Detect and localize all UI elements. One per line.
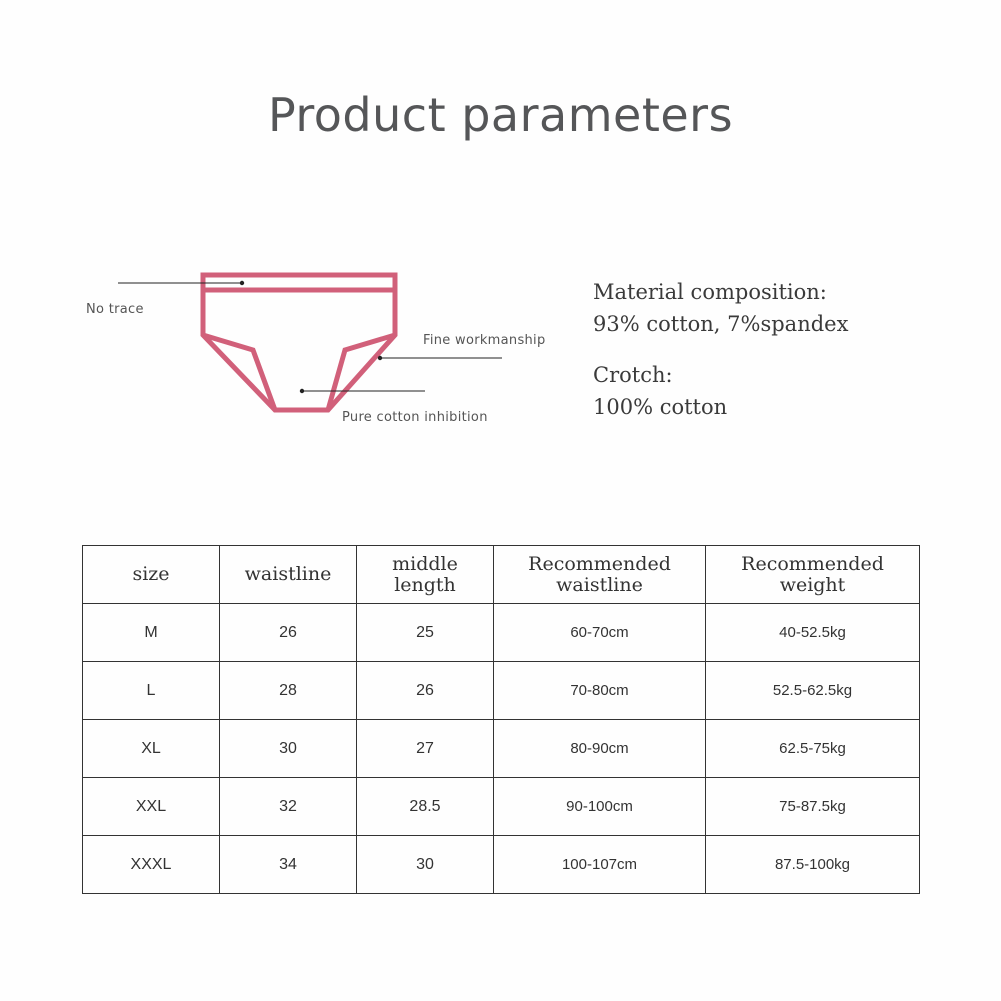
- underwear-diagram: [70, 255, 570, 455]
- no-trace-dot: [240, 281, 244, 285]
- table-row: [83, 778, 920, 836]
- table-row: [83, 604, 920, 662]
- table-row: [83, 662, 920, 720]
- page-title: Product parameters: [267, 88, 734, 142]
- cell-recommended-weight: 87.5-100kg: [706, 836, 920, 894]
- cell-size: XL: [83, 720, 220, 778]
- header-middle-length: middle length: [357, 546, 494, 604]
- table-row: [83, 836, 920, 894]
- cell-waistline: 30: [220, 720, 357, 778]
- cell-size: XXXL: [83, 836, 220, 894]
- cell-recommended-waistline: 100-107cm: [494, 836, 706, 894]
- size-table: [82, 545, 920, 894]
- body-outline-shape: [203, 290, 395, 410]
- cell-recommended-weight: 75-87.5kg: [706, 778, 920, 836]
- cell-waistline: 28: [220, 662, 357, 720]
- cell-recommended-weight: 62.5-75kg: [706, 720, 920, 778]
- cell-waistline: 26: [220, 604, 357, 662]
- material-composition-value: 93% cotton, 7%spandex: [593, 312, 849, 336]
- cell-waistline: 32: [220, 778, 357, 836]
- cell-recommended-weight: 52.5-62.5kg: [706, 662, 920, 720]
- cell-middle-length: 30: [357, 836, 494, 894]
- cell-middle-length: 25: [357, 604, 494, 662]
- crotch-value: 100% cotton: [593, 395, 728, 419]
- cell-size: L: [83, 662, 220, 720]
- material-composition-block: [593, 276, 973, 340]
- header-recommended-weight: Recommended weight: [706, 546, 920, 604]
- callout-no-trace: No trace: [86, 302, 144, 317]
- underwear-outline-icon: [70, 255, 570, 455]
- callout-fine-workmanship: Fine workmanship: [423, 333, 546, 348]
- cell-size: M: [83, 604, 220, 662]
- header-recommended-waistline: Recommended waistline: [494, 546, 706, 604]
- fine-workmanship-dot: [378, 356, 382, 360]
- cell-recommended-waistline: 60-70cm: [494, 604, 706, 662]
- cell-middle-length: 28.5: [357, 778, 494, 836]
- cell-recommended-waistline: 80-90cm: [494, 720, 706, 778]
- crotch-label: Crotch:: [593, 363, 673, 387]
- cell-middle-length: 26: [357, 662, 494, 720]
- header-waistline: waistline: [220, 546, 357, 604]
- cell-recommended-weight: 40-52.5kg: [706, 604, 920, 662]
- header-size: size: [83, 546, 220, 604]
- cell-waistline: 34: [220, 836, 357, 894]
- table-row: [83, 720, 920, 778]
- cell-size: XXL: [83, 778, 220, 836]
- cell-recommended-waistline: 70-80cm: [494, 662, 706, 720]
- material-composition-label: Material composition:: [593, 280, 827, 304]
- table-header-row: [83, 546, 920, 604]
- cell-recommended-waistline: 90-100cm: [494, 778, 706, 836]
- crotch-block: [593, 359, 973, 423]
- cell-middle-length: 27: [357, 720, 494, 778]
- pure-cotton-dot: [300, 389, 304, 393]
- material-info: [593, 276, 973, 442]
- callout-pure-cotton: Pure cotton inhibition: [342, 410, 488, 425]
